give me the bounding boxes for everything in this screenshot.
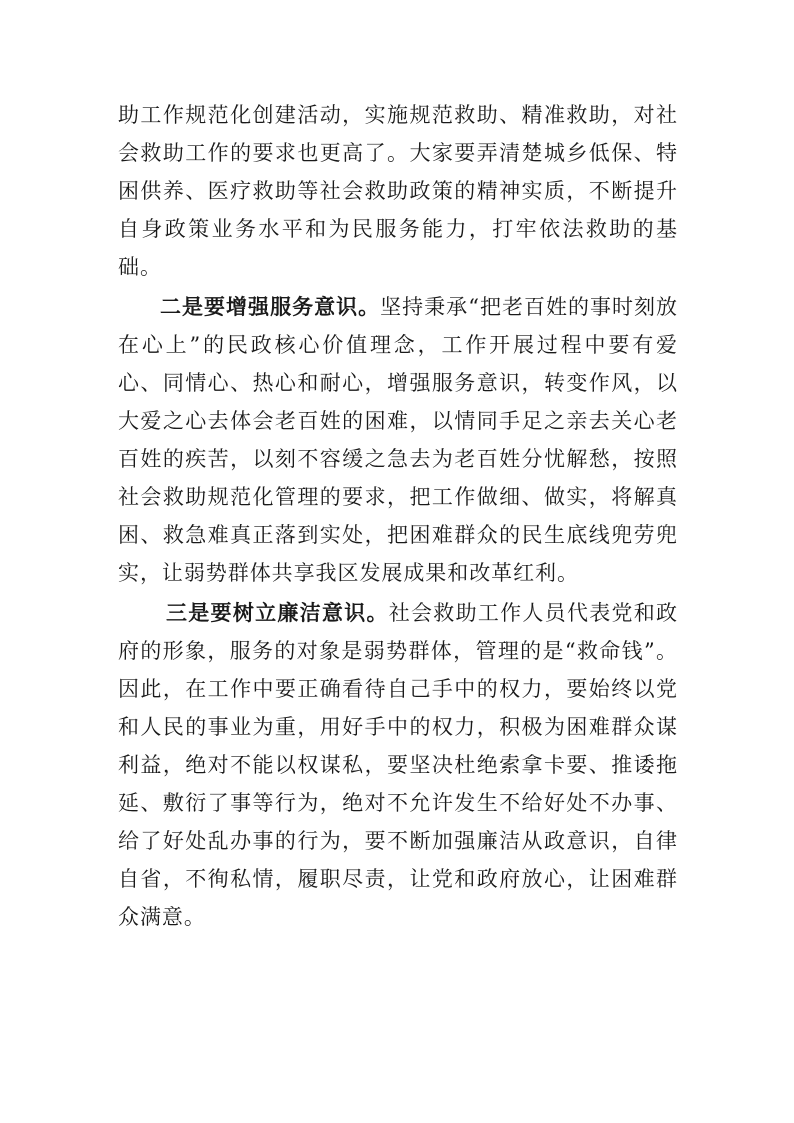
paragraph-continuation	[118, 96, 678, 286]
paragraph-integrity-awareness	[118, 594, 678, 936]
paragraph-text: 社会救助工作人员代表党和政府的形象，服务的对象是弱势群体，管理的是“救命钱”。因此，在工作中要正确看待自己手中的权力，要始终以党和人民的事业为重，用好手中的权力，积极为困难群众谋利益，绝对不能以权谋私，要坚决杜绝索拿卡要、推诿拖延、敷衍了事等行为，绝对不允许发生不给好处不办事、给了好处乱办事的行为，要不断加强廉洁从政意识，自律自省，不徇私情，履职尽责，让党和政府放心，让困难群众满意。	[118, 601, 678, 929]
paragraph-lead: 二是要增强服务意识。	[160, 294, 381, 319]
paragraph-lead: 三是要树立廉洁意识。	[166, 600, 389, 625]
document-page	[118, 96, 678, 936]
paragraph-service-awareness	[118, 288, 678, 592]
paragraph-text: 助工作规范化创建活动，实施规范救助、精准救助，对社会救助工作的要求也更高了。大家要弄清楚城乡低保、特困供养、医疗救助等社会救助政策的精神实质，不断提升自身政策业务水平和为民服务能力，打牢依法救助的基础。	[118, 103, 678, 279]
paragraph-text: 坚持秉承“把老百姓的事时刻放在心上”的民政核心价值理念，工作开展过程中要有爱心、同情心、热心和耐心，增强服务意识，转变作风，以大爱之心去体会老百姓的困难，以情同手足之亲去关心老百姓的疾苦，以刻不容缓之急去为老百姓分忧解愁，按照社会救助规范化管理的要求，把工作做细、做实，将解真困、救急难真正落到实处，把困难群众的民生底线兜劳兜实，让弱势群体共享我区发展成果和改革红利。	[118, 295, 678, 585]
